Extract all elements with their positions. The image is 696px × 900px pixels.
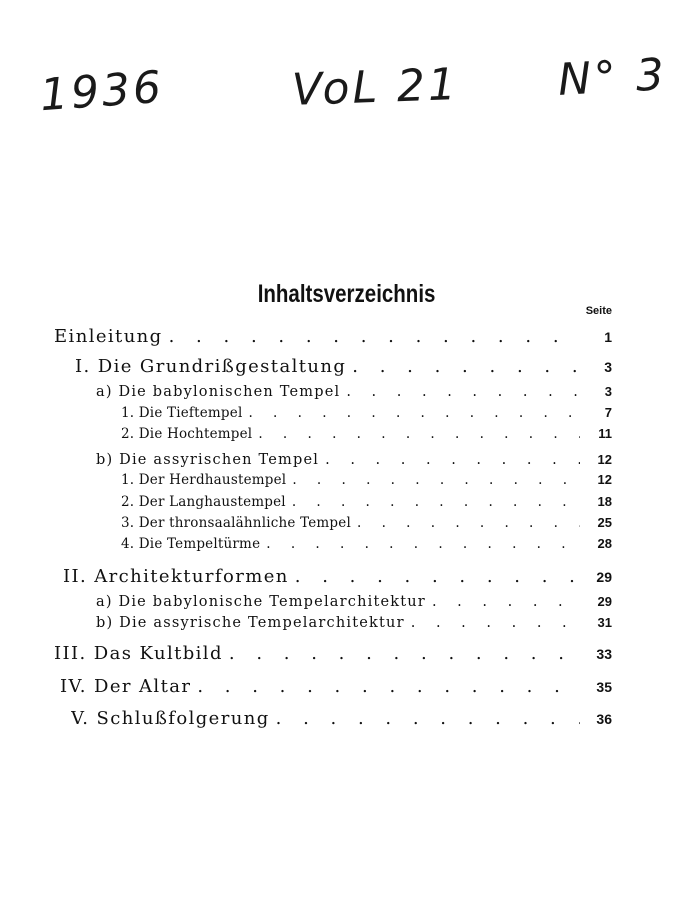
handwritten-year: 1936 [38,61,166,122]
toc-entry-label: I. Die Grundrißgestaltung [75,356,347,377]
toc-entry-architekturformen [63,566,612,587]
dot-leader [411,615,580,631]
toc-entry-label: a) Die babylonischen Tempel [96,384,341,400]
toc-entry-thronsaalaehnliche-tempel [121,515,612,531]
handwritten-number: N° 3 [556,49,669,106]
toc-entry-label: II. Architekturformen [63,566,289,587]
dot-leader [266,536,580,552]
dot-leader [169,326,580,347]
dot-leader [352,356,580,377]
toc-entry-page: 1 [604,329,612,345]
toc-entry-page: 28 [597,536,612,551]
toc-entry-page: 29 [596,569,612,585]
toc-entry-kultbild [54,643,612,664]
toc-entry-assyrische-tempel [96,452,612,468]
toc-entry-page: 7 [604,405,612,420]
toc-entry-altar [60,676,612,697]
toc-entry-label: b) Die assyrischen Tempel [96,452,320,468]
toc-entry-label: 1. Die Tieftempel [121,405,243,421]
toc-entry-babylonische-tempelarchitektur [96,594,612,610]
toc-entry-grundrissgestaltung [75,356,612,377]
dot-leader [295,566,580,587]
dot-leader [432,594,580,610]
toc-entry-babylonische-tempel [96,384,612,400]
toc-entry-assyrische-tempelarchitektur [96,615,612,631]
page-column-label: Seite [585,305,612,317]
toc-entry-page: 3 [604,384,612,399]
dot-leader [248,405,580,421]
toc-entry-label: V. Schlußfolgerung [71,708,270,729]
toc-entry-label: III. Das Kultbild [54,643,223,664]
dot-leader [292,472,580,488]
toc-entry-page: 12 [597,452,612,467]
dot-leader [346,384,580,400]
toc-entry-tieftempel [121,405,612,421]
dot-leader [357,515,580,531]
dot-leader [292,494,580,510]
dot-leader [197,676,580,697]
toc-entry-page: 29 [597,594,612,609]
toc-entry-label: 1. Der Herdhaustempel [121,472,287,488]
toc-entry-page: 35 [596,679,612,695]
toc-entry-tempeltuerme [121,536,612,552]
toc-entry-einleitung [54,326,612,347]
toc-entry-schlussfolgerung [71,708,612,729]
toc-entry-herdhaustempel [121,472,612,488]
dot-leader [276,708,580,729]
toc-entry-label: 4. Die Tempeltürme [121,536,261,552]
toc-entry-label: a) Die babylonische Tempelarchitektur [96,594,426,610]
toc-entry-langhaustempel [121,494,612,510]
toc-entry-page: 18 [597,494,612,509]
toc-entry-page: 33 [596,646,612,662]
toc-title: Inhaltsverzeichnis [257,280,436,308]
toc-entry-page: 25 [597,515,612,530]
handwritten-volume: VoL 21 [291,59,460,116]
toc-entry-page: 36 [596,711,612,727]
toc-entry-label: 2. Die Hochtempel [121,426,253,442]
dot-leader [258,426,580,442]
dot-leader [325,452,580,468]
dot-leader [229,643,580,664]
toc-entry-label: 2. Der Langhaustempel [121,494,286,510]
toc-entry-label: Einleitung [54,326,163,347]
toc-entry-page: 11 [598,426,612,441]
toc-entry-page: 12 [597,472,612,487]
toc-entry-label: 3. Der thronsaalähnliche Tempel [121,515,351,531]
toc-entry-page: 31 [597,615,612,630]
toc-entry-page: 3 [604,359,612,375]
toc-entry-hochtempel [121,426,612,442]
toc-entry-label: b) Die assyrische Tempelarchitektur [96,615,405,631]
toc-entry-label: IV. Der Altar [60,676,192,697]
